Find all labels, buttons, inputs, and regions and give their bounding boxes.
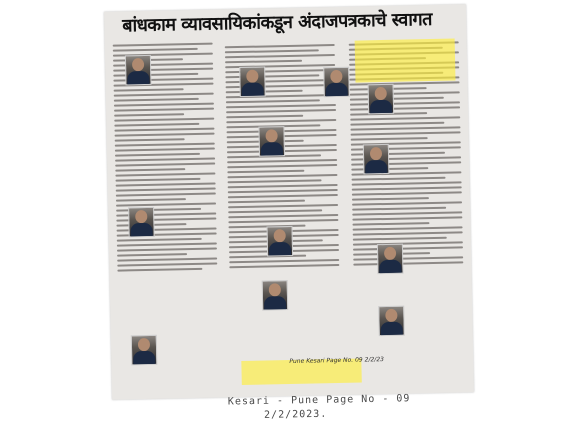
headline: बांधकाम व्यावसायिकांकडून अंदाजपत्रकाचे स्वागत: [122, 8, 433, 37]
portrait-photo: [239, 66, 266, 97]
portrait-photo: [258, 126, 285, 157]
handwritten-source-note: [227, 393, 411, 423]
portrait-photo: [368, 84, 395, 115]
handwritten-line-2: 2/2/2023.: [264, 408, 328, 421]
portrait-photo: [131, 335, 158, 366]
portrait-photo: [378, 306, 405, 337]
portrait-photo: [125, 55, 152, 86]
highlighted-passage-top: [355, 38, 456, 82]
portrait-photo: [363, 144, 390, 175]
portrait-photo: [128, 207, 155, 238]
portrait-photo: [267, 226, 294, 257]
portrait-photo: [377, 244, 404, 275]
margin-note: Pune Kesari Page No. 09 2/2/23: [289, 356, 385, 366]
portrait-photo: [323, 67, 350, 98]
handwritten-line-1: Kesari - Pune Page No - 09: [227, 393, 411, 408]
newspaper-clipping: [104, 4, 474, 399]
portrait-photo: [262, 280, 289, 311]
